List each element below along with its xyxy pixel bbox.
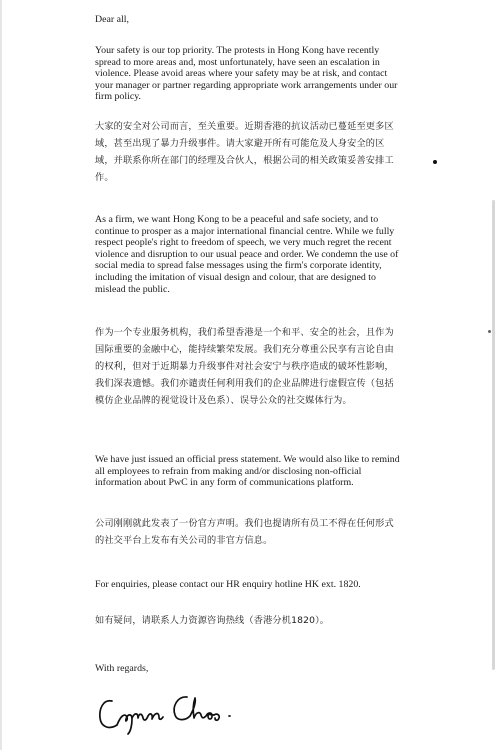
safety-paragraph-zh: 大家的安全对公司而言，至关重要。近期香港的抗议活动已蔓延至更多区域，甚至出现了暴力升级事件。请大家避开所有可能危及人身安全的区域，并联系你所在部门的经理及合伙人，根据公司的相关政策妥善安排工作。	[95, 121, 394, 183]
vertical-scrollbar[interactable]	[492, 200, 495, 670]
enquiry-paragraph-zh: 如有疑问，请联系人力资源咨询热线（香港分机1820）。	[95, 615, 330, 626]
enquiry-paragraph-en: For enquiries, please contact our HR enquiry hotline HK ext. 1820.	[95, 579, 361, 590]
firm-position-paragraph-zh: 作为一个专业服务机构，我们希望香港是一个和平、安全的社会，且作为国际重要的金融中心，能持续繁荣发展。我们充分尊重公民享有言论自由的权利，但对于近期暴力升级事件对社会安宁与秩序造成的破坏性影响，我们深表遗憾。我们亦谴责任何利用我们的企业品牌进行虚假宣传（包括模仿企业品牌的视觉设计及色系）、误导公众的社交媒体行为。	[95, 327, 394, 406]
handwritten-signature	[95, 685, 245, 737]
firm-position-paragraph-en: As a firm, we want Hong Kong to be a peaceful and safe society, and to continue to prosper as a major international financial centre. While we fully respect people's right to freedom of speech, we very much regret the recent violence and disruption to our usual peace and order. We condemn the use of social media to spread false messages using the firm's corporate identity, including the imitation of visual design and colour, that are designed to mislead the public.	[95, 214, 399, 295]
stray-dot-mark-small	[488, 330, 491, 333]
press-statement-paragraph-en: We have just issued an official press statement. We would also like to remind all employees to refrain from making and/or disclosing non-official information about PwC in any form of communications platform.	[95, 454, 400, 489]
safety-paragraph-en: Your safety is our top priority. The protests in Hong Kong have recently spread to more areas and, most unfortunately, have seen an escalation in violence. Please avoid areas where your safety may be at risk, and contact your manager or partner regarding appropriate work arrangements under our firm policy.	[95, 45, 398, 103]
letter-closing: With regards,	[95, 663, 149, 674]
letter-greeting: Dear all,	[95, 14, 129, 25]
press-statement-paragraph-zh: 公司刚刚就此发表了一份官方声明。我们也提请所有员工不得在任何形式的社交平台上发布有关公司的非官方信息。	[95, 518, 394, 546]
page-edge	[0, 0, 2, 750]
stray-dot-mark	[433, 160, 437, 164]
